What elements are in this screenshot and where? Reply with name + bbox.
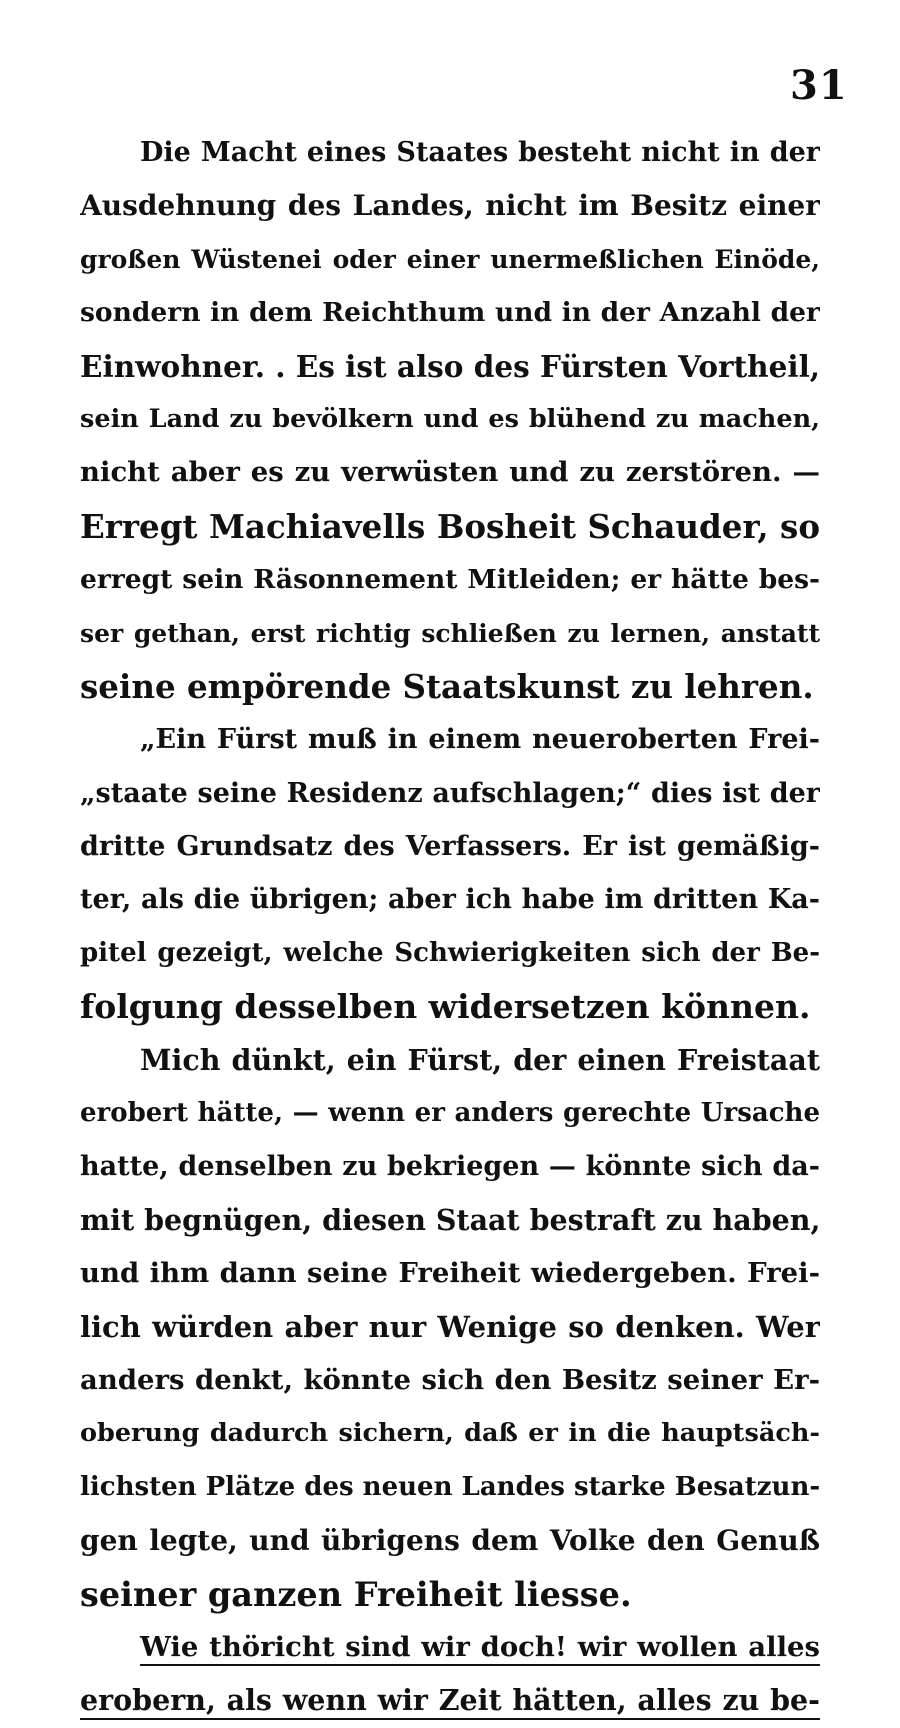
text-line: „Ein Fürst muß in einem neueroberten Frei- <box>140 724 820 756</box>
text-line: lichsten Plätze des neuen Landes starke Besatzun- <box>80 1471 820 1502</box>
text-line: Die Macht eines Staates besteht nicht in der <box>140 137 820 168</box>
text-line: hatte, denselben zu bekriegen — könnte sich da- <box>80 1151 820 1183</box>
text-line: erregt sein Räsonnement Mitleiden; er hätte bes- <box>80 564 820 596</box>
page-number: 31 <box>790 62 848 109</box>
text-line: gen legte, und übrigens dem Volke den Genuß <box>80 1524 820 1558</box>
text-line: „staate seine Residenz aufschlagen;“ dies ist der <box>80 777 820 809</box>
text-line: folgung desselben widersetzen können. <box>80 987 811 1027</box>
text-line: anders denkt, könnte sich den Besitz seiner Er- <box>80 1363 820 1396</box>
text-line: nicht aber es zu verwüsten und zu zerstören. — <box>80 456 820 489</box>
text-line: und ihm dann seine Freiheit wiedergeben. Frei- <box>80 1257 820 1290</box>
text-line: pitel gezeigt, welche Schwierigkeiten sich der Be- <box>80 937 820 968</box>
text-line: sondern in dem Reichthum und in der Anzahl der <box>80 297 820 329</box>
body-text <box>80 126 820 1728</box>
text-line: dritte Grundsatz des Verfassers. Er ist gemäßig- <box>80 831 820 863</box>
text-line: Einwohner. . Es ist also des Fürsten Vortheil, <box>80 348 820 384</box>
text-line: erobert hätte, — wenn er anders gerechte Ursache <box>80 1098 820 1129</box>
text-line: seiner ganzen Freiheit liesse. <box>80 1574 632 1614</box>
text-line: mit begnügen, diesen Staat bestraft zu haben, <box>80 1202 820 1237</box>
text-line: Wie thöricht sind wir doch! wir wollen alles <box>140 1630 820 1663</box>
text-line: ter, als die übrigen; aber ich habe im dritten Ka- <box>80 884 820 916</box>
text-line: erobern, als wenn wir Zeit hätten, alles zu be- <box>80 1683 820 1718</box>
text-line: Ausdehnung des Landes, nicht im Besitz einer <box>80 189 820 223</box>
text-line: ser gethan, erst richtig schließen zu lernen, anstatt <box>80 618 820 648</box>
text-line: Mich dünkt, ein Fürst, der einen Freistaat <box>140 1042 820 1077</box>
text-line: lich würden aber nur Wenige so denken. Wer <box>80 1309 820 1344</box>
text-line: oberung dadurch sichern, daß er in die hauptsäch- <box>80 1418 820 1449</box>
text-line: sein Land zu bevölkern und es blühend zu machen, <box>80 403 820 434</box>
text-line: Erregt Machiavells Bosheit Schauder, so <box>80 506 820 546</box>
text-line: seine empörende Staatskunst zu lehren. <box>80 666 814 706</box>
text-line: großen Wüstenei oder einer unermeßlichen Einöde, <box>80 244 820 274</box>
